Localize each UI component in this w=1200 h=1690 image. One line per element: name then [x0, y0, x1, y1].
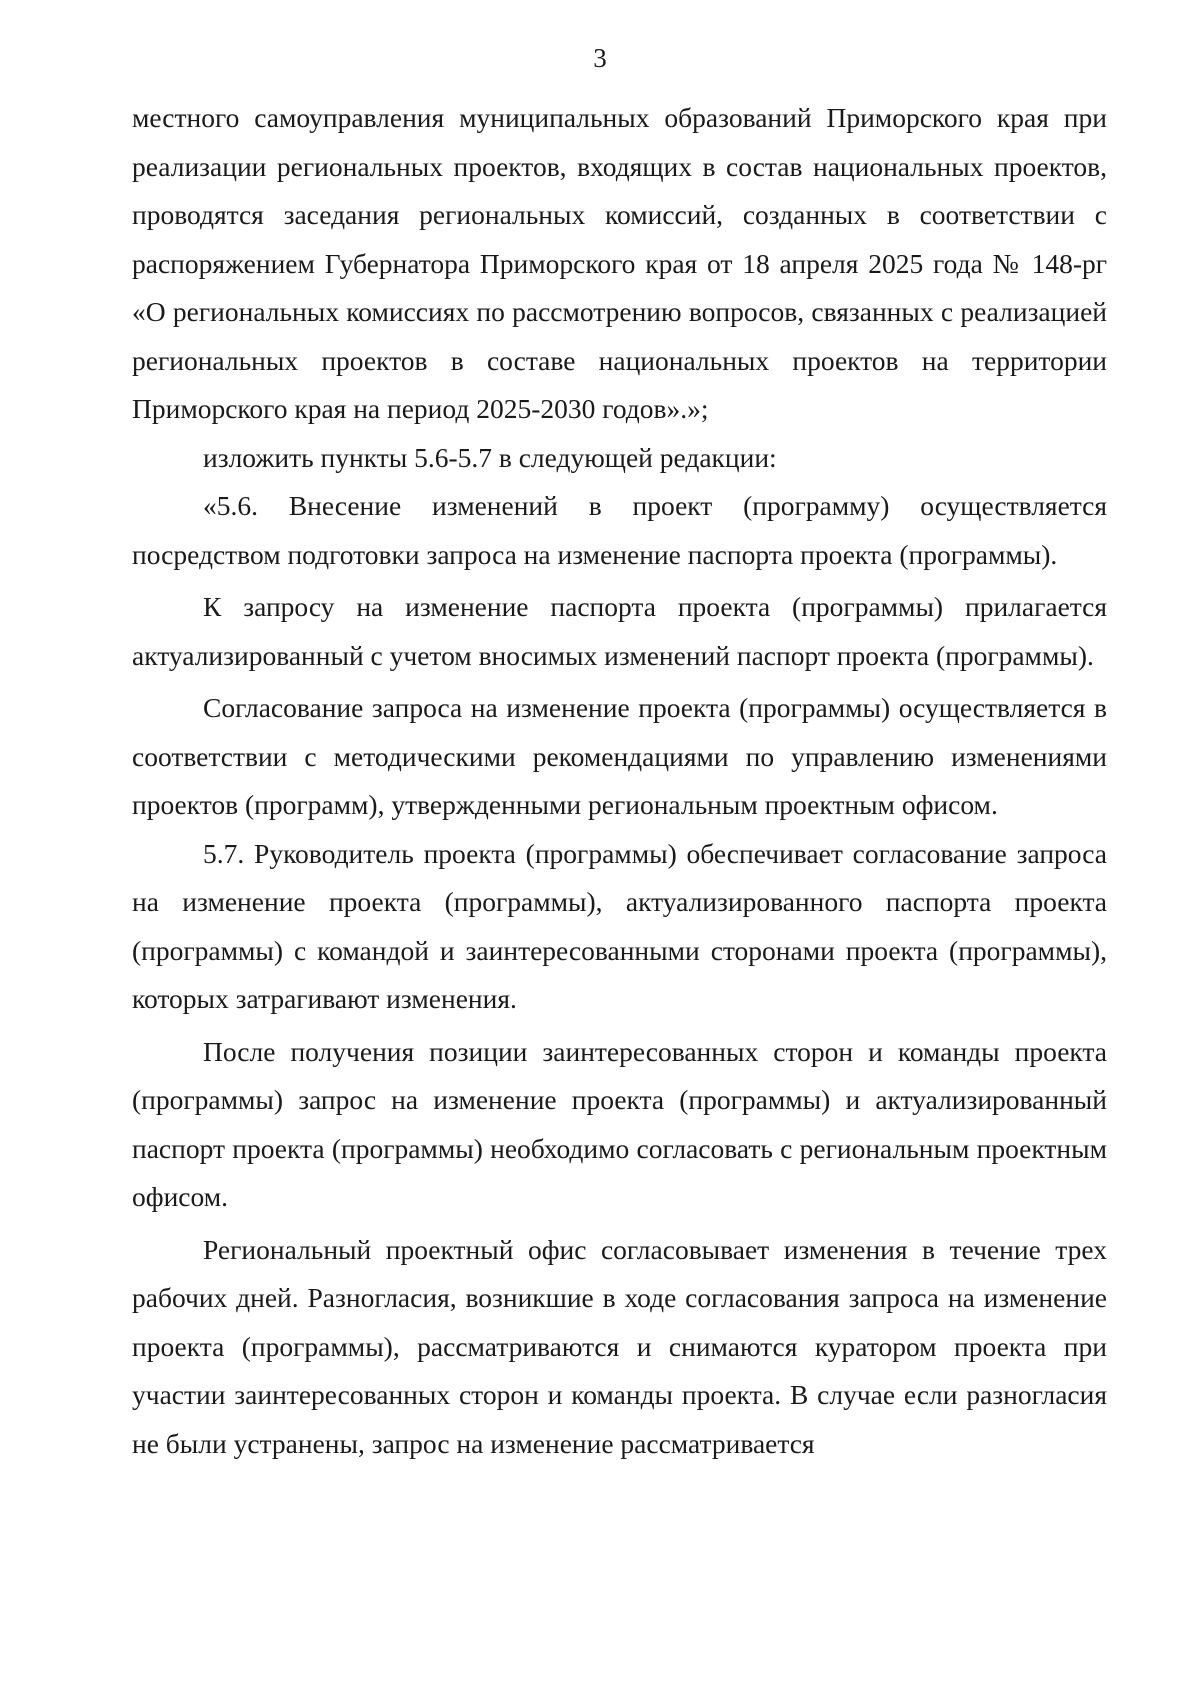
page-number: 3 — [593, 43, 607, 73]
paragraph-3: «5.6. Внесение изменений в проект (программу) осуществляется посредством подготовки запроса на изменение паспорта проекта (программы). — [132, 490, 1107, 570]
paragraph-2: изложить пункты 5.6-5.7 в следующей редакции: — [203, 441, 777, 473]
paragraph-4: К запросу на изменение паспорта проекта (программы) прилагается актуализированный с учетом вносимых изменений паспорт проекта (программы). — [132, 591, 1107, 671]
paragraph-6: 5.7. Руководитель проекта (программы) обеспечивает согласование запроса на изменение проекта (программы), актуализированного паспорта проекта (программы) с командой и заинтересованными сторонами проекта (программы), которых затрагивают изменения. — [132, 837, 1107, 1014]
paragraph-7: После получения позиции заинтересованных сторон и команды проекта (программы) запрос на изменение проекта (программы) и актуализированный паспорт проекта (программы) необходимо согласовать с региональным проектным офисом. — [132, 1035, 1107, 1212]
paragraph-8: Региональный проектный офис согласовывает изменения в течение трех рабочих дней. Разногласия, возникшие в ходе согласования запроса на изменение проекта (программы), рассматриваются и снимаются куратором проекта при участии заинтересованных сторон и команды проекта. В случае если разногласия не были устранены, запрос на изменение рассматривается — [132, 1233, 1107, 1459]
document-body — [132, 94, 1107, 1468]
paragraph-5: Согласование запроса на изменение проекта (программы) осуществляется в соответствии с методическими рекомендациями по управлению изменениями проектов (программ), утвержденными региональным проектным офисом. — [132, 692, 1107, 820]
paragraph-1: местного самоуправления муниципальных образований Приморского края при реализации региональных проектов, входящих в состав национальных проектов, проводятся заседания региональных комиссий, созданных в соответствии с распоряжением Губернатора Приморского края от 18 апреля 2025 года № 148-рг «О региональных комиссиях по рассмотрению вопросов, связанных с реализацией региональных проектов в составе национальных проектов на территории Приморского края на период 2025-2030 годов».»; — [132, 102, 1107, 424]
